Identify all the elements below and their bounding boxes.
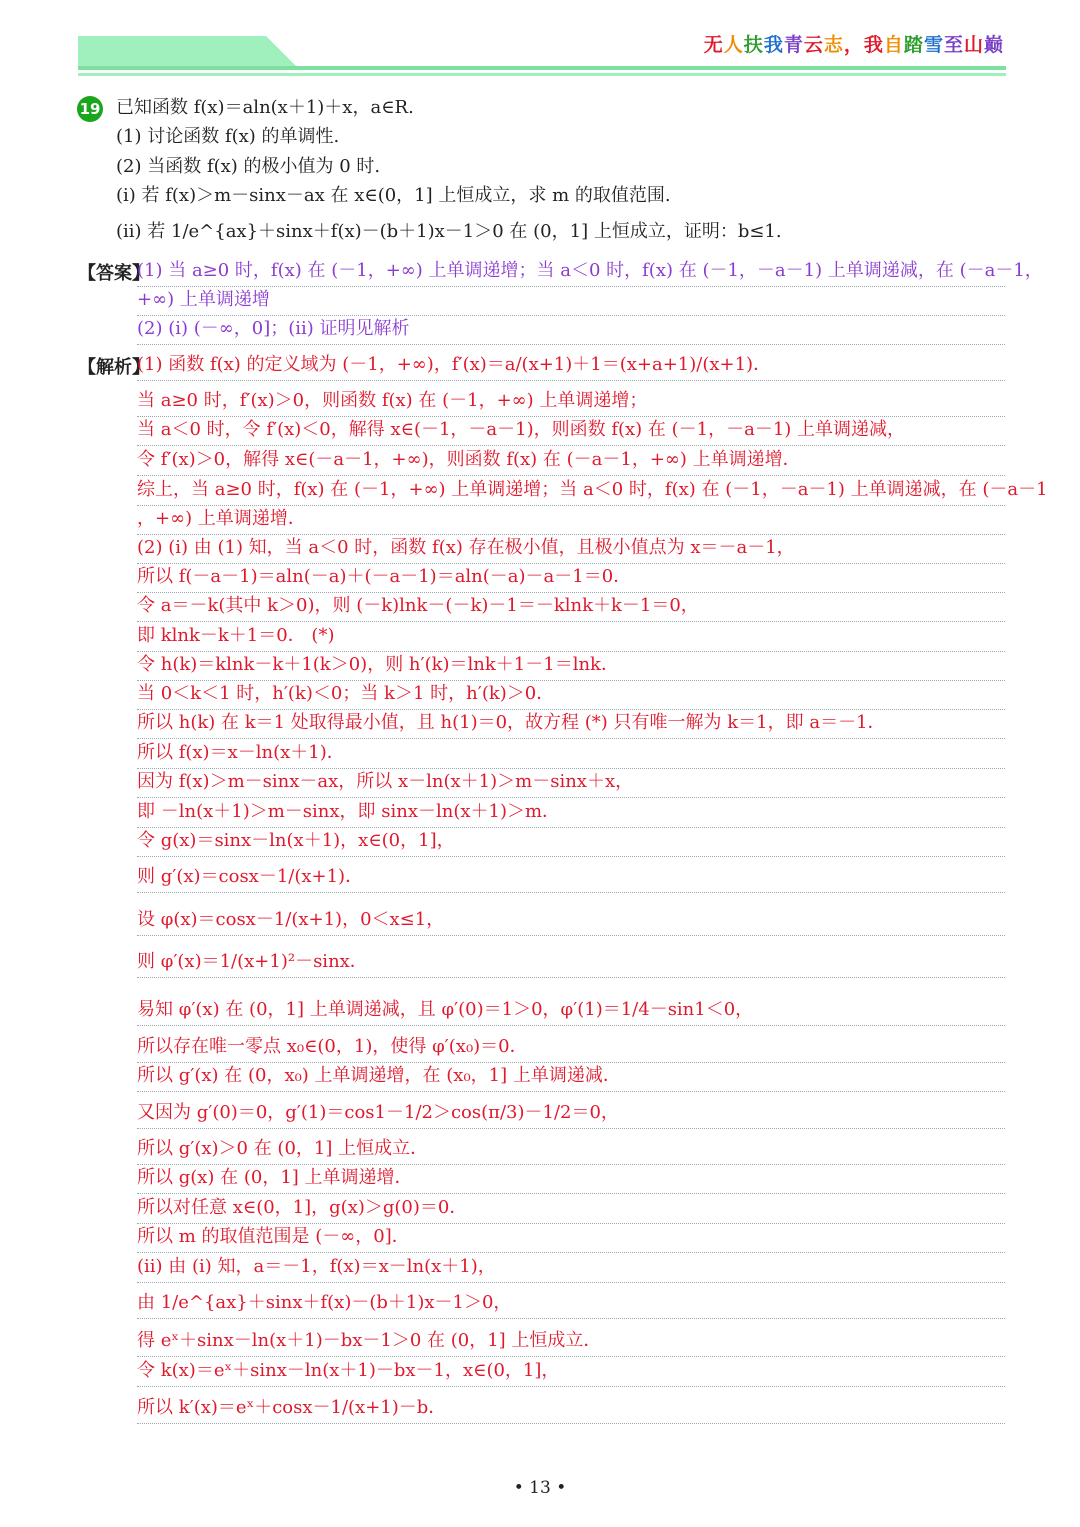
analysis-line: 令 k(x)＝eˣ＋sinx－ln(x＋1)－bx－1，x∈(0，1]， bbox=[137, 1359, 1005, 1387]
analysis-line: 令 g(x)＝sinx－ln(x＋1)，x∈(0，1]， bbox=[137, 829, 1005, 857]
analysis-line: 令 f′(x)＞0，解得 x∈(－a－1，+∞)，则函数 f(x) 在 (－a－1，+∞) 上单调递增． bbox=[137, 448, 1005, 476]
analysis-line: (2) (i) 由 (1) 知，当 a＜0 时，函数 f(x) 存在极小值，且极小值点为 x＝－a－1， bbox=[137, 536, 1005, 564]
slogan-char: 云 bbox=[803, 34, 824, 56]
analysis-line: 所以 m 的取值范围是 (－∞，0]． bbox=[137, 1225, 1005, 1253]
slogan-char: 雪 bbox=[923, 34, 944, 56]
analysis-line: 所以 f(－a－1)＝aln(－a)＋(－a－1)＝aln(－a)－a－1＝0． bbox=[137, 565, 1005, 593]
slogan-char: 踏 bbox=[903, 34, 924, 56]
analysis-line: 则 g′(x)＝cosx－1/(x+1)． bbox=[137, 865, 1005, 893]
analysis-line: 所以 h(k) 在 k＝1 处取得最小值，且 h(1)＝0，故方程 (*) 只有唯一解为 k＝1，即 a＝－1． bbox=[137, 711, 1005, 739]
analysis-line: 令 h(k)＝klnk－k＋1(k＞0)，则 h′(k)＝lnk＋1－1＝lnk． bbox=[137, 653, 1005, 681]
analysis-line: (ii) 由 (i) 知，a＝－1，f(x)＝x－ln(x＋1)， bbox=[137, 1255, 1005, 1283]
question-part2: (2) 当函数 f(x) 的极小值为 0 时. bbox=[116, 156, 381, 177]
slogan-char: 无 bbox=[703, 34, 724, 56]
analysis-line: (1) 函数 f(x) 的定义域为 (－1，+∞)，f′(x)＝a/(x+1)＋1＝(x+a+1)/(x+1)． bbox=[137, 353, 1005, 381]
header-slogan bbox=[704, 30, 1004, 57]
answer-line-3: (2) (i) (－∞，0]；(ii) 证明见解析 bbox=[137, 317, 1005, 345]
analysis-line: 由 1/e^{ax}＋sinx＋f(x)－(b＋1)x－1＞0， bbox=[137, 1291, 1005, 1319]
analysis-line: 所以存在唯一零点 x₀∈(0，1)，使得 φ′(x₀)＝0． bbox=[137, 1035, 1005, 1063]
question-part2-i: (i) 若 f(x)＞m－sinx－ax 在 x∈(0，1] 上恒成立，求 m 的取值范围. bbox=[116, 185, 671, 206]
slogan-char: ， bbox=[843, 34, 864, 56]
analysis-label: 【解析】 bbox=[78, 357, 150, 378]
slogan-char: 山 bbox=[963, 34, 984, 56]
analysis-line: 得 eˣ＋sinx－ln(x＋1)－bx－1＞0 在 (0，1] 上恒成立． bbox=[137, 1329, 1005, 1357]
analysis-line: 因为 f(x)＞m－sinx－ax，所以 x－ln(x＋1)＞m－sinx＋x， bbox=[137, 770, 1005, 798]
analysis-line: 当 0＜k＜1 时，h′(k)＜0；当 k＞1 时，h′(k)＞0． bbox=[137, 682, 1005, 710]
analysis-line: 综上，当 a≥0 时，f(x) 在 (－1，+∞) 上单调递增；当 a＜0 时，f(x) 在 (－1，－a－1) 上单调递减，在 (－a－1 bbox=[137, 478, 1005, 506]
slogan-char: 我 bbox=[763, 34, 784, 56]
answer-label: 【答案】 bbox=[78, 263, 150, 284]
analysis-line: 所以 g′(x) 在 (0，x₀) 上单调递增，在 (x₀，1] 上单调递减． bbox=[137, 1064, 1005, 1092]
analysis-line: 即 klnk－k＋1＝0． (*) bbox=[137, 624, 1005, 652]
answer-line-1: (1) 当 a≥0 时，f(x) 在 (－1，+∞) 上单调递增；当 a＜0 时，f(x) 在 (－1，－a－1) 上单调递减，在 (－a－1， bbox=[137, 259, 1005, 287]
analysis-line: 所以 f(x)＝x－ln(x＋1)． bbox=[137, 741, 1005, 769]
analysis-line: 易知 φ′(x) 在 (0，1] 上单调递减，且 φ′(0)＝1＞0，φ′(1)＝1/4－sin1＜0， bbox=[137, 998, 1005, 1026]
slogan-char: 自 bbox=[883, 34, 904, 56]
page-number: • 13 • bbox=[513, 1478, 567, 1498]
analysis-line: ，+∞) 上单调递增． bbox=[137, 507, 1005, 535]
question-stem: 已知函数 f(x)＝aln(x＋1)＋x，a∈R. bbox=[116, 97, 414, 118]
question-part2-ii: (ii) 若 1/e^{ax}＋sinx＋f(x)－(b＋1)x－1＞0 在 (0，1] 上恒成立，证明：b≤1. bbox=[116, 221, 782, 242]
slogan-char: 扶 bbox=[743, 34, 764, 56]
analysis-line: 则 φ′(x)＝1/(x+1)²－sinx． bbox=[137, 950, 1005, 978]
slogan-char: 我 bbox=[863, 34, 884, 56]
slogan-char: 至 bbox=[943, 34, 964, 56]
slogan-char: 人 bbox=[723, 34, 744, 56]
analysis-line: 令 a＝－k(其中 k＞0)，则 (－k)lnk－(－k)－1＝－klnk＋k－1＝0， bbox=[137, 594, 1005, 622]
analysis-line: 又因为 g′(0)＝0，g′(1)＝cos1－1/2＞cos(π/3)－1/2＝0， bbox=[137, 1101, 1005, 1129]
analysis-line: 所以 k′(x)＝eˣ＋cosx－1/(x+1)－b． bbox=[137, 1396, 1005, 1424]
question-number-badge: 19 bbox=[77, 96, 103, 122]
analysis-line: 当 a＜0 时，令 f′(x)＜0，解得 x∈(－1，－a－1)，则函数 f(x) 在 (－1，－a－1) 上单调递减， bbox=[137, 418, 1005, 446]
analysis-line: 所以 g′(x)＞0 在 (0，1] 上恒成立． bbox=[137, 1137, 1005, 1165]
question-part1: (1) 讨论函数 f(x) 的单调性. bbox=[116, 126, 340, 147]
slogan-char: 青 bbox=[783, 34, 804, 56]
answer-line-2: +∞) 上单调递增 bbox=[137, 288, 1005, 316]
analysis-line: 所以 g(x) 在 (0，1] 上单调递增． bbox=[137, 1166, 1005, 1194]
analysis-line: 设 φ(x)＝cosx－1/(x+1)，0＜x≤1， bbox=[137, 908, 1005, 936]
analysis-line: 所以对任意 x∈(0，1]，g(x)＞g(0)＝0． bbox=[137, 1196, 1005, 1224]
analysis-line: 当 a≥0 时，f′(x)＞0，则函数 f(x) 在 (－1，+∞) 上单调递增； bbox=[137, 389, 1005, 417]
analysis-line: 即 －ln(x＋1)＞m－sinx，即 sinx－ln(x＋1)＞m． bbox=[137, 800, 1005, 828]
slogan-char: 志 bbox=[823, 34, 844, 56]
slogan-char: 巅 bbox=[983, 34, 1004, 56]
